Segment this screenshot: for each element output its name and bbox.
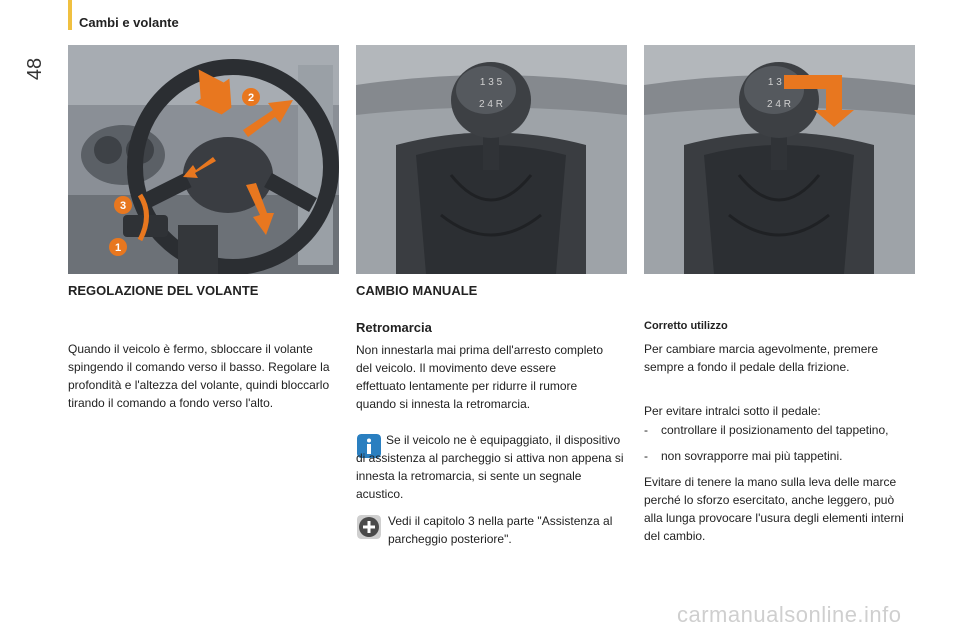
parking-assist-note: Se il veicolo ne è equipaggiato, il dispositivo di assistenza al parcheggio si attiva non appena si innesta la retromarcia, si sente un segnale acustico. bbox=[356, 433, 624, 501]
watermark: carmanualsonline.info bbox=[677, 602, 902, 627]
steering-adjust-heading: REGOLAZIONE DEL VOLANTE bbox=[68, 283, 259, 298]
list-item: - controllare il posizionamento del tappetino, bbox=[644, 421, 924, 439]
callout-3: 3 bbox=[119, 200, 127, 212]
page-number: 48 bbox=[24, 57, 46, 81]
gear-pattern-top-1: 1 3 5 bbox=[479, 77, 503, 88]
gear-knob-photo bbox=[356, 45, 627, 274]
pedal-advice-intro: Per evitare intralci sotto il pedale: bbox=[644, 404, 821, 418]
reverse-text: Non innestarla mai prima dell'arresto completo del veicolo. Il movimento deve essere effettuato lentamente per ridurre il rumore quando si innesta la retromarcia. bbox=[356, 343, 604, 411]
gear-pattern-bottom-2: 2 4 R bbox=[767, 99, 791, 110]
gear-pattern-bottom-1: 2 4 R bbox=[479, 99, 503, 110]
steering-adjust-text: Quando il veicolo è fermo, sbloccare il volante spingendo il comando verso il basso. Regolare la profondità e l'altezza del volante, quindi bloccarlo tirando il comando a fondo verso l'alto. bbox=[68, 342, 330, 410]
callout-1: 1 bbox=[114, 242, 122, 254]
steering-wheel-photo bbox=[68, 45, 339, 274]
chapter-reference-note: Vedi il capitolo 3 nella parte "Assistenza al parcheggio posteriore". bbox=[388, 514, 613, 546]
gear-lever-advice-text: Evitare di tenere la mano sulla leva delle marce perché lo sforzo esercitato, anche leggero, può alla lunga provocare l'usura degli elementi interni del cambio. bbox=[644, 475, 904, 543]
manual-gearbox-heading: CAMBIO MANUALE bbox=[356, 283, 478, 298]
list-item: - non sovrapporre mai più tappetini. bbox=[644, 447, 924, 465]
gear-pattern-top-2: 1 3 bbox=[767, 77, 782, 88]
pedal-advice-list bbox=[644, 421, 924, 473]
section-title: Cambi e volante bbox=[79, 15, 179, 30]
plus-icon bbox=[357, 515, 381, 539]
callout-2: 2 bbox=[247, 92, 255, 104]
header-accent-bar bbox=[68, 0, 72, 30]
reverse-subheading: Retromarcia bbox=[356, 320, 432, 335]
correct-use-subheading: Corretto utilizzo bbox=[644, 320, 728, 332]
clutch-advice-text: Per cambiare marcia agevolmente, premere sempre a fondo il pedale della frizione. bbox=[644, 342, 879, 374]
gear-knob-reverse-photo bbox=[644, 45, 915, 274]
